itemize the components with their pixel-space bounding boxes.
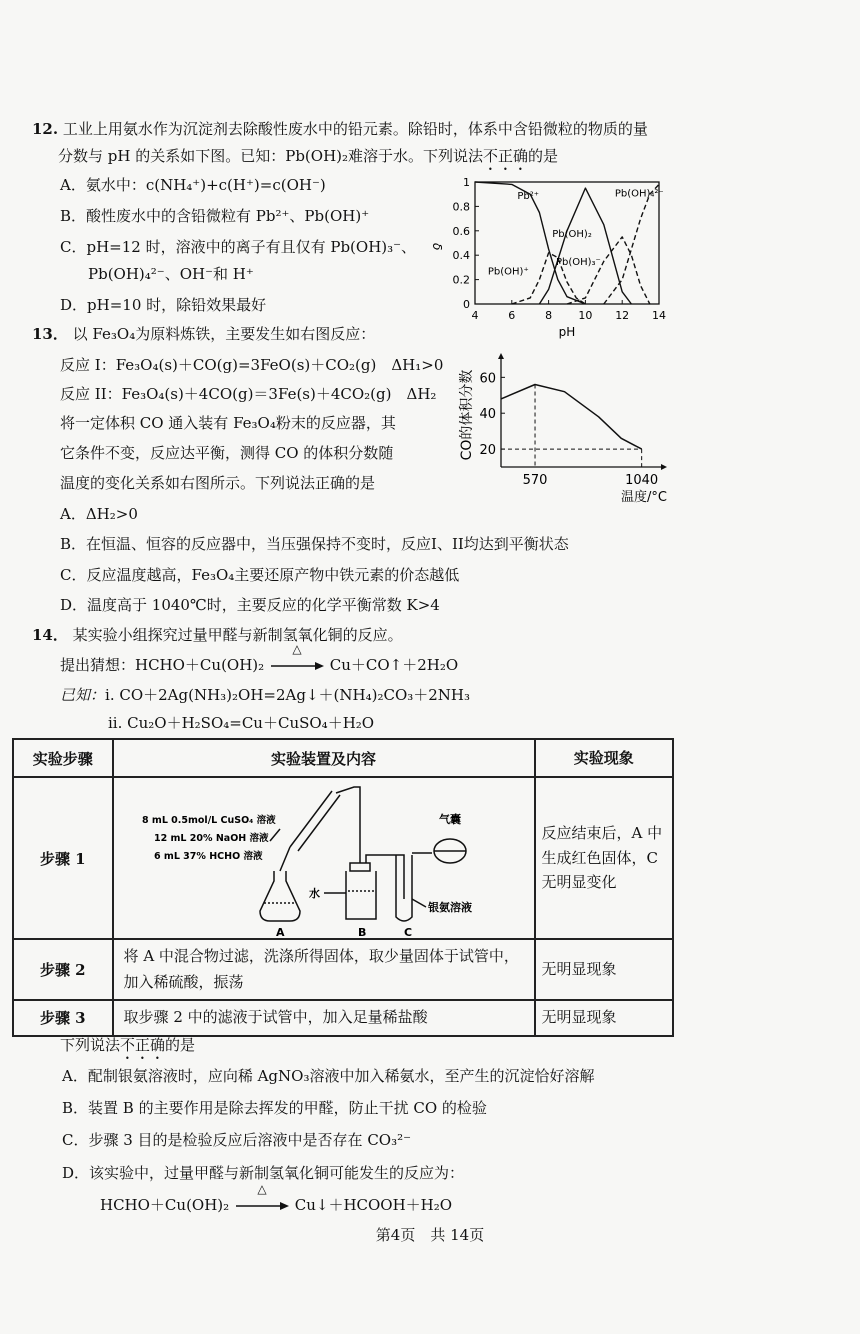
q14-option-b: B．装置 B 的主要作用是除去挥发的甲醛，防止干扰 CO 的检验 — [62, 1099, 487, 1117]
series-label: Pb(OH)⁺ — [487, 266, 529, 278]
reaction-arrow — [234, 1182, 290, 1214]
chart-12-plot — [430, 176, 666, 339]
delivery-tube — [336, 787, 360, 863]
q14-option-c: C．步骤 3 目的是检验反应后溶液中是否存在 CO₃²⁻ — [62, 1131, 412, 1149]
series-line-3 — [567, 237, 650, 304]
step-result: 无明显现象 — [535, 939, 673, 1000]
q13-reaction-2: 反应 II：Fe₃O₄(s)＋4CO(g)＝3Fe(s)＋4CO₂(g) ΔH₂ — [60, 385, 437, 403]
y-tick-label: 40 — [479, 407, 496, 423]
step-content: 将 A 中混合物过滤，洗涤所得固体，取少量固体于试管中，加入稀硫酸，振荡 — [113, 939, 535, 1000]
water-label: 水 — [308, 887, 320, 900]
page-footer: 第4页 共 14页 — [375, 1226, 485, 1244]
table-header-row — [13, 739, 673, 777]
q14-number: 14． — [32, 626, 68, 644]
y-tick-label: 1 — [463, 176, 470, 189]
flask-a-icon — [260, 871, 300, 921]
q14-equation-rhs: Cu↓＋HCOOH＋H₂O — [294, 1196, 453, 1214]
x-tick-label: 8 — [545, 309, 553, 322]
table-row — [13, 777, 673, 939]
series-label: Pb(OH)₂ — [552, 228, 592, 240]
y-axis-label: δ — [430, 243, 444, 251]
delta-sign: △ — [257, 1182, 267, 1196]
step-content: 取步骤 2 中的滤液于试管中，加入足量稀盐酸 — [113, 1000, 535, 1036]
test-tube-c-icon — [396, 855, 426, 921]
q12-option-a: A．氨水中：c(NH₄⁺)+c(H⁺)=c(OH⁻) — [60, 176, 326, 194]
y-tick-label: 0.8 — [452, 200, 470, 214]
q12-option-d: D．pH=10 时，除铅效果最好 — [60, 296, 267, 314]
step-label: 步骤 1 — [13, 777, 113, 939]
x-tick-label: 570 — [522, 473, 548, 488]
balloon-icon — [412, 839, 466, 863]
arrow-icon — [234, 1201, 290, 1211]
q13-option-b: B．在恒温、恒容的反应器中，当压强保持不变时，反应I、II均达到平衡状态 — [60, 535, 569, 553]
q13-stem: 以 Fe₃O₄为原料炼铁，主要发生如右图反应： — [72, 325, 376, 343]
experiment-table — [12, 738, 674, 1037]
arrow-icon — [269, 661, 325, 671]
chart-13-co-fraction — [455, 345, 670, 510]
reagent-1-label: 8 mL 0.5mol/L CuSO₄ 溶液 — [141, 815, 276, 826]
q14-hypothesis-lhs: 提出猜想：HCHO＋Cu(OH)₂ — [60, 656, 265, 674]
x-tick-label: 1040 — [625, 473, 659, 488]
table-header: 实验现象 — [535, 739, 673, 777]
apparatus-diagram — [114, 779, 534, 937]
q14-known-1-text: i. CO＋2Ag(NH₃)₂OH=2Ag↓＋(NH₄)₂CO₃＋2NH₃ — [105, 686, 471, 704]
series-label: Pb²⁺ — [517, 191, 539, 203]
label-c: C — [403, 926, 412, 937]
x-tick-label: 14 — [652, 309, 666, 322]
x-tick-label: 12 — [615, 309, 630, 322]
series-line-2 — [539, 188, 631, 304]
dropping-funnel-icon — [270, 791, 340, 871]
reaction-arrow — [269, 642, 325, 674]
q12-line1 — [32, 120, 648, 138]
q14-stem: 某实验小组探究过量甲醛与新制氢氧化铜的反应。 — [72, 626, 403, 644]
q14-hypothesis — [60, 642, 459, 674]
chart-12-pb-distribution — [425, 170, 675, 350]
q14-option-a: A．配制银氨溶液时，应向稀 AgNO₃溶液中加入稀氨水，至产生的沉淀恰好溶解 — [62, 1067, 595, 1085]
label-a: A — [275, 926, 285, 937]
step-label: 步骤 3 — [13, 1000, 113, 1036]
q12-stem-2: 分数与 pH 的关系如下图。已知：Pb(OH)₂难溶于水。下列说法 — [58, 147, 484, 165]
q14-emphasis: 不正确 — [120, 1036, 166, 1054]
q12-option-b: B．酸性废水中的含铅微粒有 Pb²⁺、Pb(OH)⁺ — [60, 207, 370, 225]
y-tick-label: 0.2 — [452, 273, 470, 287]
x-axis-label: pH — [558, 325, 576, 339]
table-header: 实验装置及内容 — [113, 739, 535, 777]
co-fraction-curve — [501, 385, 642, 450]
series-line-4 — [604, 184, 659, 304]
q14-question — [60, 1036, 195, 1063]
q12-stem-1: 工业上用氨水作为沉淀剂去除酸性废水中的铅元素。除铅时，体系中含铅微粒的物质的量 — [62, 120, 648, 138]
q14-equation-lhs: HCHO＋Cu(OH)₂ — [100, 1196, 230, 1214]
q12-option-c: C．pH=12 时，溶液中的离子有且仅有 Pb(OH)₃⁻、 — [60, 238, 417, 256]
q13-desc-1: 将一定体积 CO 通入装有 Fe₃O₄粉末的反应器，其 — [60, 414, 396, 432]
x-tick-label: 10 — [578, 309, 593, 322]
q14-known-1 — [60, 686, 470, 704]
q12-emphasis: 不正确 — [483, 147, 529, 165]
x-tick-label: 6 — [508, 309, 516, 322]
step-result: 无明显现象 — [535, 1000, 673, 1036]
q14-line1 — [32, 626, 403, 644]
y-tick-label: 0.4 — [452, 249, 470, 263]
plot-frame — [475, 182, 659, 304]
x-axis-label: 温度/°C — [621, 490, 667, 505]
q13-desc-3: 温度的变化关系如右图所示。下列说法正确的是 — [60, 474, 376, 492]
q12-option-c-cont: Pb(OH)₄²⁻、OH⁻和 H⁺ — [88, 265, 254, 283]
q14-question-end: 的是 — [165, 1036, 196, 1054]
q14-option-d: D．该实验中，过量甲醛与新制氢氧化铜可能发生的反应为： — [62, 1164, 465, 1182]
reagent-3-label: 6 mL 37% HCHO 溶液 — [153, 851, 263, 862]
q13-desc-2: 它条件不变，反应达平衡，测得 CO 的体积分数随 — [60, 444, 394, 462]
chart-13-plot — [458, 353, 667, 505]
q14-equation — [100, 1182, 453, 1214]
y-tick-label: 0.6 — [452, 224, 470, 238]
q14-known-label: 已知： — [60, 686, 106, 704]
q13-option-c: C．反应温度越高，Fe₃O₄主要还原产物中铁元素的价态越低 — [60, 566, 460, 584]
bottle-b-icon — [324, 863, 376, 919]
delta-sign: △ — [292, 642, 302, 656]
table-header: 实验步骤 — [13, 739, 113, 777]
q14-hypothesis-rhs: Cu＋CO↑＋2H₂O — [329, 656, 459, 674]
y-tick-label: 20 — [479, 443, 496, 459]
series-label: Pb(OH)₄²⁻ — [614, 188, 664, 200]
y-axis-arrow — [498, 353, 504, 359]
q14-question-start: 下列说法 — [60, 1036, 121, 1054]
step-result: 反应结束后，A 中生成红色固体，C 无明显变化 — [535, 777, 673, 939]
q14-known-2: ii. Cu₂O＋H₂SO₄=Cu＋CuSO₄＋H₂O — [108, 714, 375, 732]
label-b: B — [357, 926, 366, 937]
q13-option-a: A．ΔH₂>0 — [60, 505, 138, 523]
x-axis-arrow — [661, 464, 667, 470]
q12-stem-2-end: 的是 — [528, 147, 559, 165]
q12-number: 12. — [32, 120, 59, 138]
y-tick-label: 0 — [463, 298, 470, 311]
balloon-label: 气囊 — [438, 813, 461, 826]
step-label: 步骤 2 — [13, 939, 113, 1000]
apparatus-cell — [113, 777, 535, 939]
y-tick-label: 60 — [479, 371, 496, 387]
table-row — [13, 939, 673, 1000]
x-tick-label: 4 — [471, 309, 479, 322]
silver-ammonia-label: 银氨溶液 — [427, 901, 472, 914]
q13-number: 13． — [32, 325, 68, 343]
q13-option-d: D．温度高于 1040℃时，主要反应的化学平衡常数 K>4 — [60, 596, 440, 614]
series-label: Pb(OH)₃⁻ — [555, 256, 601, 268]
q13-line1 — [32, 325, 375, 343]
q13-reaction-1: 反应 I：Fe₃O₄(s)＋CO(g)=3FeO(s)＋CO₂(g) ΔH₁>0 — [60, 356, 444, 374]
connecting-tube — [366, 855, 404, 899]
reagent-2-label: 12 mL 20% NaOH 溶液 — [153, 833, 269, 844]
table-row — [13, 1000, 673, 1036]
y-axis-label: CO的体积分数 — [459, 369, 475, 461]
